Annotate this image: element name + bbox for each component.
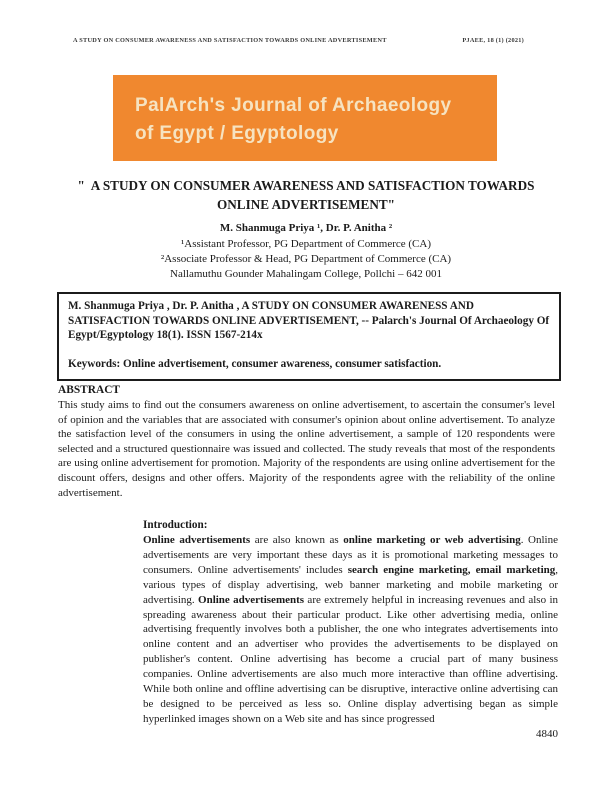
authors-block [0,221,612,282]
introduction-paragraph: Online advertisements are also known as online marketing or web advertising. Online advertisements are very important these days as it is promotional marketing messages to consumers. Online advertisements' includes search engine marketing, email marketing, various types of display advertising, web banner marketing and mobile marketing or advertising. Online advertisements are extremely helpful in increasing revenues and also in spreading awareness about their particular product. Like other advertising media, online advertising frequently involves both a publisher, the one who integrates advertisements into online content and an advertiser who provides the advertisements to be displayed on publisher's content. Online advertising has become a crucial part of many business companies. Online advertisements are also much more interactive than offline advertising. While both online and offline advertising can be disruptive, interactive online advertising can be designed to be perceived as less so. Online display advertising began as simple hyperlinked images shown on a Web site and has since progressed [143,534,558,725]
running-title: A STUDY ON CONSUMER AWARENESS AND SATISFACTION TOWARDS ONLINE ADVERTISEMENT [73,37,387,44]
abstract-heading: ABSTRACT [58,384,121,396]
keywords-line: Keywords: Online advertisement, consumer awareness, consumer satisfaction. [68,357,442,370]
journal-ref: PJAEE, 18 (1) (2021) [462,37,524,44]
introduction-heading: Introduction: [143,519,208,531]
affiliation-line: Nallamuthu Gounder Mahalingam College, Pollchi – 642 001 [170,268,442,280]
page-number: 4840 [536,727,558,740]
running-header [73,37,524,44]
affiliation-line: ¹Assistant Professor, PG Department of Commerce (CA) [180,238,431,250]
journal-banner-line2: of Egypt / Egyptology [135,123,339,144]
affiliation-line: ²Associate Professor & Head, PG Department of Commerce (CA) [160,253,452,265]
authors-names: M. Shanmuga Priya ¹, Dr. P. Anitha ² [219,222,393,234]
abstract-section [58,383,555,500]
citation-box [57,292,561,381]
journal-banner-line1: PalArch's Journal of Archaeology [135,95,452,116]
journal-banner [113,75,497,161]
citation-text: M. Shanmuga Priya , Dr. P. Anitha , A STUDY ON CONSUMER AWARENESS AND SATISFACTION TOWARDS ONLINE ADVERTISEMENT, -- Palarch's Journal Of Archaeology Of Egypt/Egyptology 18(1). ISSN 1567-214x [68,300,550,342]
introduction-section [143,518,558,741]
article-title: " A STUDY ON CONSUMER AWARENESS AND SATISFACTION TOWARDS ONLINE ADVERTISEMENT" [77,178,538,212]
abstract-body: This study aims to find out the consumers awareness on online advertisement, to ascertain the consumer's level of opinion and the variables that are associated with consumer's opinion about online advertisement. To analyze the satisfaction level of the consumers in using the online advertisement, a sample of 120 respondents were selected and a structured questionnaire was issued and collected. The study reveals that most of the respondents are using online advertisement for promotion. Majority of the respondents are using online advertisement for the discount offers, designs and other offers. Majority of the respondents agree with the reliability of the online advertisement. [58,399,555,499]
